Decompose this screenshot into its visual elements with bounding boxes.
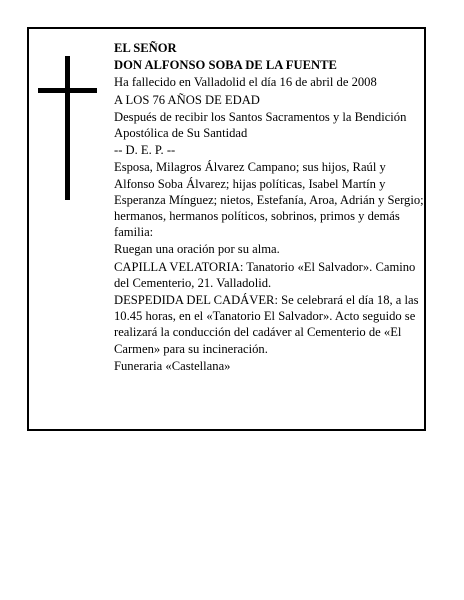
prayer-request: Ruegan una oración por su alma. (114, 242, 280, 257)
cross-vertical-bar (65, 56, 70, 200)
death-statement: Ha fallecido en Valladolid el día 16 de abril de 2008 (114, 75, 377, 90)
cross-icon (38, 56, 102, 200)
chapel-paragraph: CAPILLA VELATORIA: Tanatorio «El Salvador». Camino del Cementerio, 21. Valladolid. (114, 259, 416, 290)
rip-line: -- D. E. P. -- (114, 143, 176, 158)
obituary-notice (27, 27, 426, 431)
funeral-home: Funeraria «Castellana» (114, 358, 231, 373)
heading-line: EL SEÑOR (114, 41, 177, 55)
obituary-text (114, 40, 424, 375)
deceased-name: DON ALFONSO SOBA DE LA FUENTE (114, 58, 337, 73)
farewell-paragraph: DESPEDIDA DEL CADÁVER: Se celebrará el día 18, a las 10.45 horas, en el «Tanatorio El Salvador». Acto seguido se realizará la conducción del cadáver al Cementerio de «El Carmen» para su incineración. (114, 293, 419, 356)
cross-horizontal-bar (38, 88, 97, 93)
family-paragraph: Esposa, Milagros Álvarez Campano; sus hijos, Raúl y Alfonso Soba Álvarez; hijas políticas, Isabel Martín y Esperanza Mínguez; nietos, Estefanía, Aroa, Adrián y Sergio; hermanos, hermanos políticos, sobrinos, primos y demás familia: (114, 160, 424, 240)
age-statement: A LOS 76 AÑOS DE EDAD (114, 92, 260, 107)
sacraments-paragraph: Después de recibir los Santos Sacramentos y la Bendición Apostólica de Su Santidad (114, 109, 407, 141)
